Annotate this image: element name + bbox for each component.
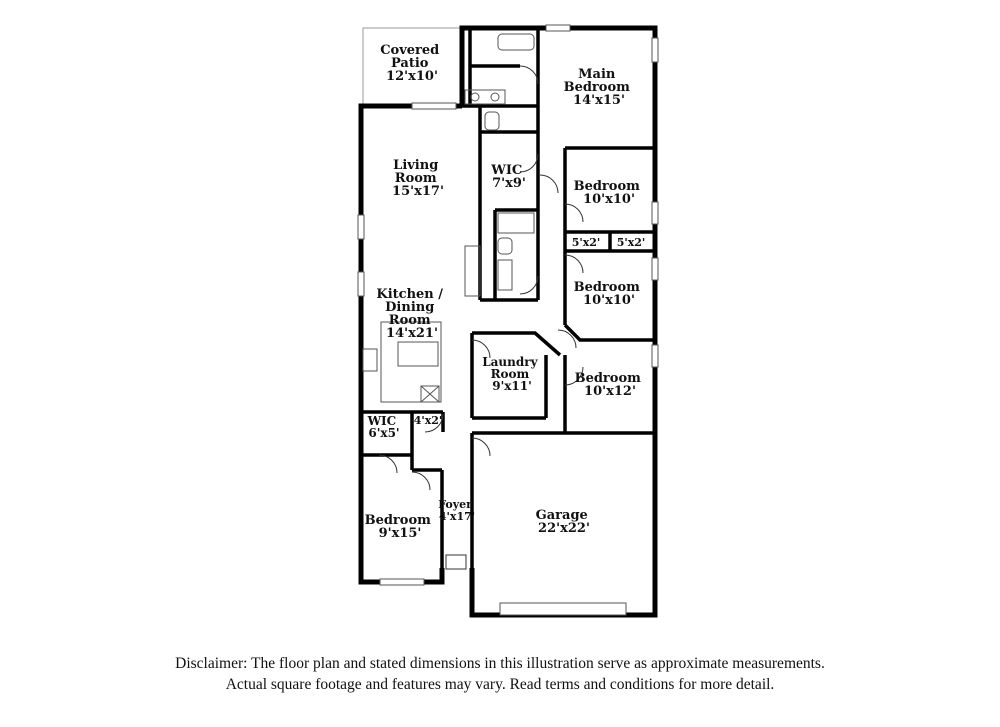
label-closet-b: 5'x2' xyxy=(616,236,646,249)
label-closet-a: 5'x2' xyxy=(571,236,601,249)
label-closet-c: 4'x2' xyxy=(413,414,443,427)
label-bedroom-3: Bedroom 10'x10' xyxy=(573,280,640,308)
covered-patio-name-1: Covered xyxy=(380,43,440,58)
label-kitchen-dining: Kitchen / Dining Room 14'x21' xyxy=(376,287,444,341)
label-wic-small: WIC 6'x5' xyxy=(367,414,400,440)
covered-patio-dim: 12'x10' xyxy=(386,69,438,84)
label-wic-main: WIC 7'x9' xyxy=(491,163,526,191)
label-bedroom-4: Bedroom 10'x12' xyxy=(574,371,641,399)
label-garage: Garage 22'x22' xyxy=(535,508,590,536)
label-bedroom-2: Bedroom 10'x10' xyxy=(573,179,640,207)
label-bedroom-5: Bedroom 9'x15' xyxy=(364,513,431,541)
disclaimer-line-2: Actual square footage and features may vary. Read terms and conditions for more detail. xyxy=(225,676,775,693)
label-foyer: Foyer 4'x17' xyxy=(438,498,476,523)
label-laundry: Laundry Room 9'x11' xyxy=(482,355,538,393)
disclaimer-line-1: Disclaimer: The floor plan and stated dimensions in this illustration serve as approximate measurements. xyxy=(175,655,825,672)
covered-patio-name-2: Patio xyxy=(391,56,429,71)
label-covered-patio xyxy=(380,43,444,84)
room-labels xyxy=(365,43,646,541)
label-main-bedroom: Main Bedroom 14'x15' xyxy=(563,67,630,108)
label-living-room: Living Room 15'x17' xyxy=(392,158,444,199)
